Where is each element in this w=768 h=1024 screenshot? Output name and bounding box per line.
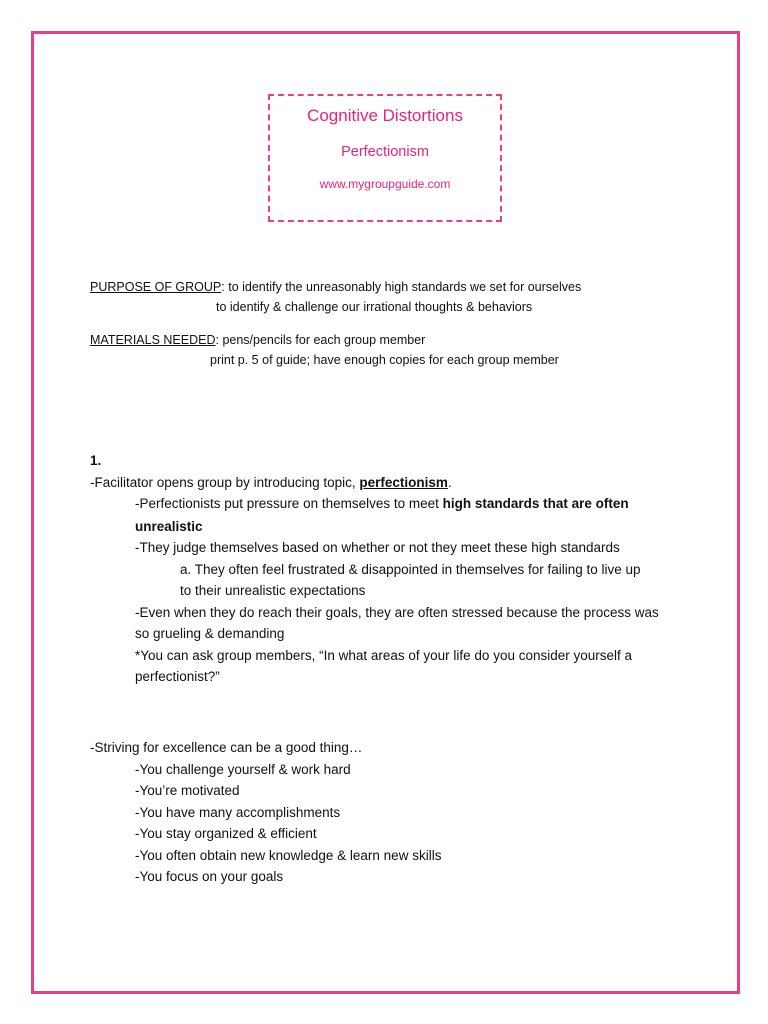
document-subtitle: Perfectionism [341,144,429,160]
purpose-section [90,277,690,317]
materials-section [90,330,690,370]
title-box [268,94,502,222]
list-item: -You’re motivated [135,783,240,798]
section-number: 1. [90,453,102,468]
materials-line-2: print p. 5 of guide; have enough copies for each group member [210,353,559,367]
topic-term: perfectionism [359,474,448,490]
question-line2: perfectionist?” [135,669,220,684]
point-1-cont: unrealistic [135,518,203,534]
question-line1: *You can ask group members, “In what areas of your life do you consider yourself a [135,647,633,663]
materials-line-1: : pens/pencils for each group member [215,333,426,347]
list-item: -You have many accomplishments [135,804,341,820]
point-1: -Perfectionists put pressure on themselves to meet high standards that are often [135,496,629,511]
list-item: -You focus on your goals [135,869,284,884]
purpose-label: PURPOSE OF GROUP [90,280,222,294]
point-2a-line2: to their unrealistic expectations [180,583,366,598]
list-item: -You stay organized & efficient [135,826,317,841]
purpose-line-1: : to identify the unreasonably high standards we set for ourselves [221,280,582,294]
list-item: -You challenge yourself & work hard [135,761,351,777]
section-1 [90,450,690,688]
point-2: -They judge themselves based on whether or not they meet these high standards [135,540,620,555]
materials-label: MATERIALS NEEDED [90,333,216,347]
website-link[interactable]: www.mygroupguide.com [319,177,451,191]
point-3-line2: so grueling & demanding [135,626,285,641]
document-title: Cognitive Distortions [307,106,463,125]
excellence-heading: -Striving for excellence can be a good thing… [90,740,363,755]
intro-line: -Facilitator opens group by introducing topic, perfectionism. [90,474,452,490]
excellence-section [90,737,690,888]
purpose-line-2: to identify & challenge our irrational thoughts & behaviors [216,300,533,314]
list-item: -You often obtain new knowledge & learn new skills [135,847,442,863]
point-3-line1: -Even when they do reach their goals, they are often stressed because the process was [135,604,659,620]
point-2a-line1: a. They often feel frustrated & disappointed in themselves for failing to live up [180,561,641,577]
